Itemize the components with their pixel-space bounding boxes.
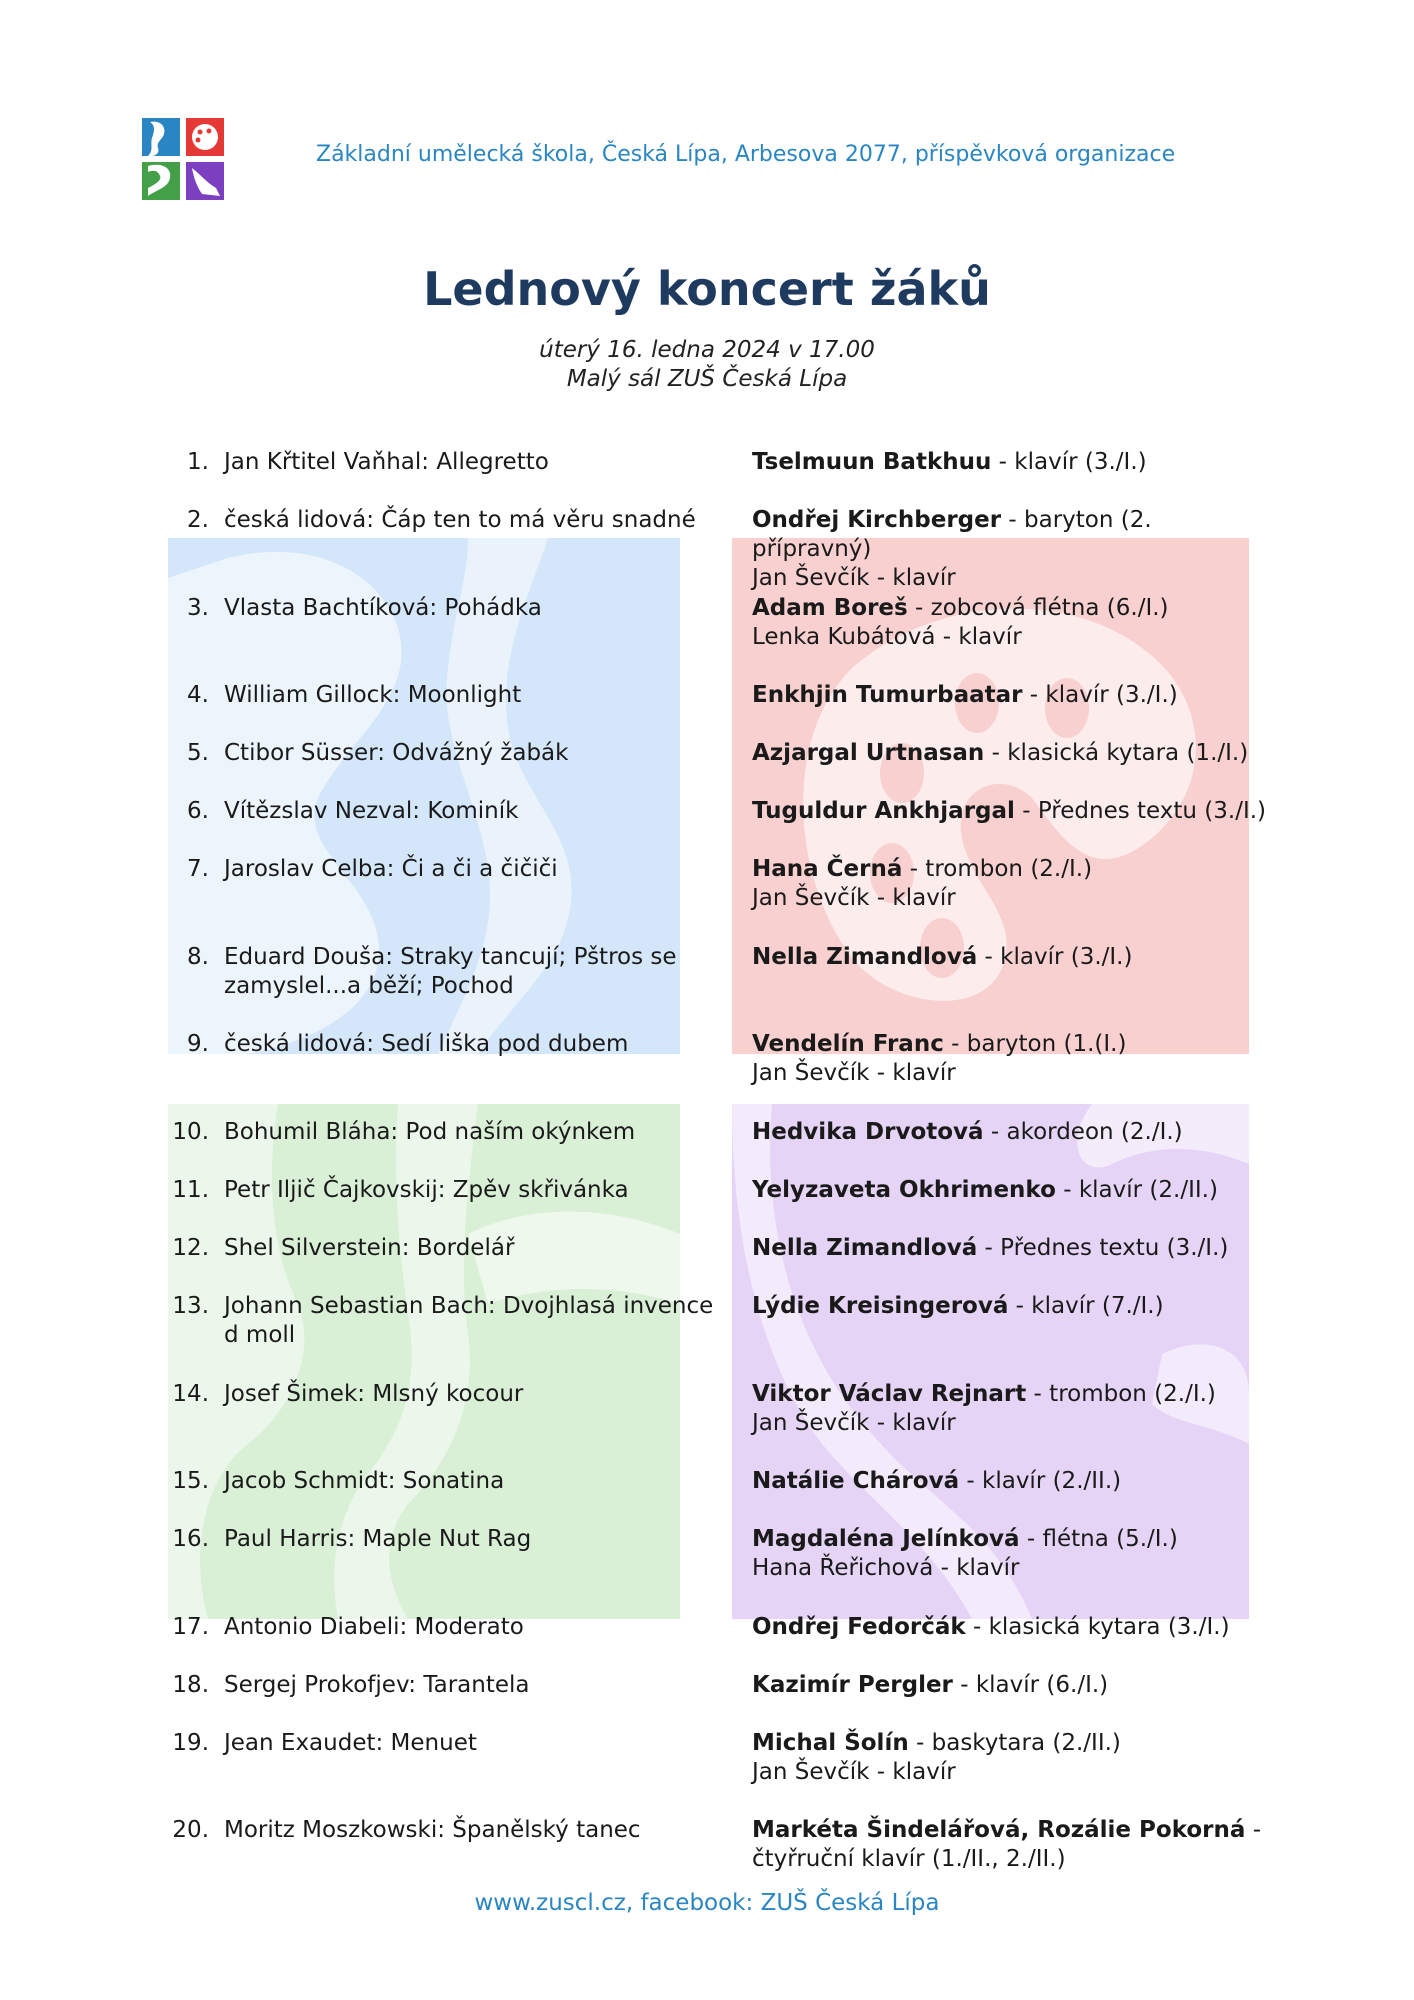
- accompanist: čtyřruční klavír (1./II., 2./II.): [752, 1846, 1066, 1872]
- performer-name: Michal Šolín: [752, 1730, 909, 1756]
- program-performer-block: [752, 681, 1272, 710]
- program-piece: česká lidová: Sedí liška pod dubem: [224, 1031, 629, 1057]
- performer-name: Ondřej Kirchberger: [752, 507, 1002, 533]
- program-number: 15.: [172, 1468, 209, 1494]
- page-title: Lednový koncert žáků: [423, 262, 991, 316]
- program-number: 7.: [187, 856, 209, 882]
- performer-name: Yelyzaveta Okhrimenko: [752, 1177, 1056, 1203]
- program-number: 12.: [172, 1235, 209, 1261]
- program-piece: Jan Křtitel Vaňhal: Allegretto: [224, 449, 549, 475]
- performer-name: Viktor Václav Rejnart: [752, 1381, 1027, 1407]
- program-number: 13.: [172, 1293, 209, 1319]
- program-performer-block: [752, 594, 1272, 652]
- program-number: 11.: [172, 1177, 209, 1203]
- accompanist: Jan Ševčík - klavír: [752, 885, 956, 911]
- performer-name: Hana Černá: [752, 856, 903, 882]
- program-piece: Paul Harris: Maple Nut Rag: [224, 1526, 532, 1552]
- performer-name: Markéta Šindelářová, Rozálie Pokorná: [752, 1817, 1246, 1843]
- performer-detail: - klavír (6./I.): [952, 1672, 1109, 1698]
- program-piece: William Gillock: Moonlight: [224, 682, 522, 708]
- program-number: 5.: [187, 740, 209, 766]
- performer-detail: - baryton (2. přípravný): [752, 507, 1152, 562]
- performer-detail: - klasická kytara (1./I.): [984, 740, 1249, 766]
- performer-name: Tuguldur Ankhjargal: [752, 798, 1015, 824]
- performer-detail: - klavír (3./I.): [991, 449, 1147, 475]
- performer-name: Vendelín Franc: [752, 1031, 944, 1057]
- program-performer-block: [752, 1234, 1272, 1263]
- performer-name: Magdaléna Jelínková: [752, 1526, 1020, 1552]
- program-piece: Jacob Schmidt: Sonatina: [224, 1468, 505, 1494]
- performer-name: Lýdie Kreisingerová: [752, 1293, 1009, 1319]
- performer-name: Tselmuun Batkhuu: [752, 449, 992, 475]
- program-performer-block: [752, 1613, 1272, 1642]
- program-performer-block: [752, 1292, 1272, 1321]
- performer-detail: - klavír (7./I.): [1008, 1293, 1164, 1319]
- program-performer-block: [752, 1729, 1272, 1787]
- program-piece: Vítězslav Nezval: Kominík: [224, 798, 519, 824]
- program-performer-block: [752, 1671, 1272, 1700]
- program-number: 18.: [172, 1672, 209, 1698]
- program-performer-block: [752, 1030, 1272, 1088]
- performer-detail: - klavír (3./I.): [977, 944, 1133, 970]
- program-performer-block: [752, 797, 1272, 826]
- program-piece: Bohumil Bláha: Pod naším okýnkem: [224, 1119, 636, 1145]
- performer-name: Ondřej Fedorčák: [752, 1614, 966, 1640]
- program-performer-block: [752, 506, 1272, 593]
- performer-detail: - baskytara (2./II.): [908, 1730, 1121, 1756]
- performer-name: Hedvika Drvotová: [752, 1119, 984, 1145]
- program-performer-block: [752, 1816, 1272, 1874]
- accompanist: Jan Ševčík - klavír: [752, 565, 956, 591]
- performer-name: Adam Boreš: [752, 595, 908, 621]
- program-number: 3.: [187, 595, 209, 621]
- program-piece: Jaroslav Celba: Či a či a čičiči: [224, 856, 558, 882]
- performer-detail: - klavír (2./II.): [1055, 1177, 1218, 1203]
- program-number: 4.: [187, 682, 209, 708]
- performer-name: Natálie Chárová: [752, 1468, 960, 1494]
- program-performer-block: [752, 448, 1272, 477]
- performer-detail: - baryton (1.(I.): [943, 1031, 1127, 1057]
- accompanist: Lenka Kubátová - klavír: [752, 624, 1022, 650]
- program-piece: Sergej Prokofjev: Tarantela: [224, 1672, 530, 1698]
- accompanist: Hana Řeřichová - klavír: [752, 1555, 1020, 1581]
- performer-detail: - Přednes textu (3./I.): [1014, 798, 1267, 824]
- event-venue: Malý sál ZUŠ Česká Lípa: [566, 366, 848, 392]
- program-number: 14.: [172, 1381, 209, 1407]
- performer-name: Azjargal Urtnasan: [752, 740, 985, 766]
- program-piece: Petr Iljič Čajkovskij: Zpěv skřivánka: [224, 1177, 629, 1203]
- footer-links: www.zuscl.cz, facebook: ZUŠ Česká Lípa: [474, 1890, 940, 1916]
- performer-detail: - klavír (2./II.): [959, 1468, 1122, 1494]
- program-number: 17.: [172, 1614, 209, 1640]
- program-number: 8.: [187, 944, 209, 970]
- program-number: 19.: [172, 1730, 209, 1756]
- program-piece: Eduard Douša: Straky tancují; Pštros se zamyslel...a běží; Pochod: [224, 944, 677, 999]
- program-performer-block: [752, 1525, 1272, 1583]
- performer-detail: - zobcová flétna (6./I.): [907, 595, 1169, 621]
- performer-name: Kazimír Pergler: [752, 1672, 953, 1698]
- program-piece: Moritz Moszkowski: Španělský tanec: [224, 1817, 641, 1843]
- program-number: 10.: [172, 1119, 209, 1145]
- program-piece: Antonio Diabeli: Moderato: [224, 1614, 524, 1640]
- program-number: 2.: [187, 507, 209, 533]
- program-piece: Jean Exaudet: Menuet: [224, 1730, 477, 1756]
- program-number: 9.: [187, 1031, 209, 1057]
- performer-detail: - akordeon (2./I.): [983, 1119, 1183, 1145]
- performer-detail: - flétna (5./I.): [1019, 1526, 1178, 1552]
- program-performer-block: [752, 855, 1272, 913]
- performer-detail: - klavír (3./I.): [1022, 682, 1178, 708]
- school-name: Základní umělecká škola, Česká Lípa, Arbesova 2077, příspěvková organizace: [316, 142, 1176, 167]
- program-number: 1.: [187, 449, 209, 475]
- accompanist: Jan Ševčík - klavír: [752, 1410, 956, 1436]
- program-number: 20.: [172, 1817, 209, 1843]
- performer-detail: - trombon (2./I.): [1026, 1381, 1216, 1407]
- program-piece: Vlasta Bachtíková: Pohádka: [224, 595, 542, 621]
- accompanist: Jan Ševčík - klavír: [752, 1060, 956, 1086]
- program-performer-block: [752, 739, 1272, 768]
- program-piece: Ctibor Süsser: Odvážný žabák: [224, 740, 569, 766]
- performer-detail: - klasická kytara (3./I.): [965, 1614, 1230, 1640]
- event-datetime: úterý 16. ledna 2024 v 17.00: [539, 337, 875, 363]
- program-performer-block: [752, 1118, 1272, 1147]
- program-performer-block: [752, 1176, 1272, 1205]
- performer-detail: - trombon (2./I.): [902, 856, 1093, 882]
- performer-name: Enkhjin Tumurbaatar: [752, 682, 1023, 708]
- program-number: 6.: [187, 798, 209, 824]
- accompanist: Jan Ševčík - klavír: [752, 1759, 956, 1785]
- program-piece: Johann Sebastian Bach: Dvojhlasá invence d moll: [224, 1293, 714, 1348]
- program-number: 16.: [172, 1526, 209, 1552]
- performer-detail: - Přednes textu (3./I.): [977, 1235, 1229, 1261]
- program-piece: Shel Silverstein: Bordelář: [224, 1235, 515, 1261]
- program-performer-block: [752, 1380, 1272, 1438]
- performer-name: Nella Zimandlová: [752, 944, 978, 970]
- program-performer-block: [752, 943, 1272, 972]
- performer-name: Nella Zimandlová: [752, 1235, 978, 1261]
- program-piece: Josef Šimek: Mlsný kocour: [224, 1381, 524, 1407]
- program-piece: česká lidová: Čáp ten to má věru snadné: [224, 507, 696, 533]
- performer-detail: -: [1245, 1817, 1262, 1843]
- program-performer-block: [752, 1467, 1272, 1496]
